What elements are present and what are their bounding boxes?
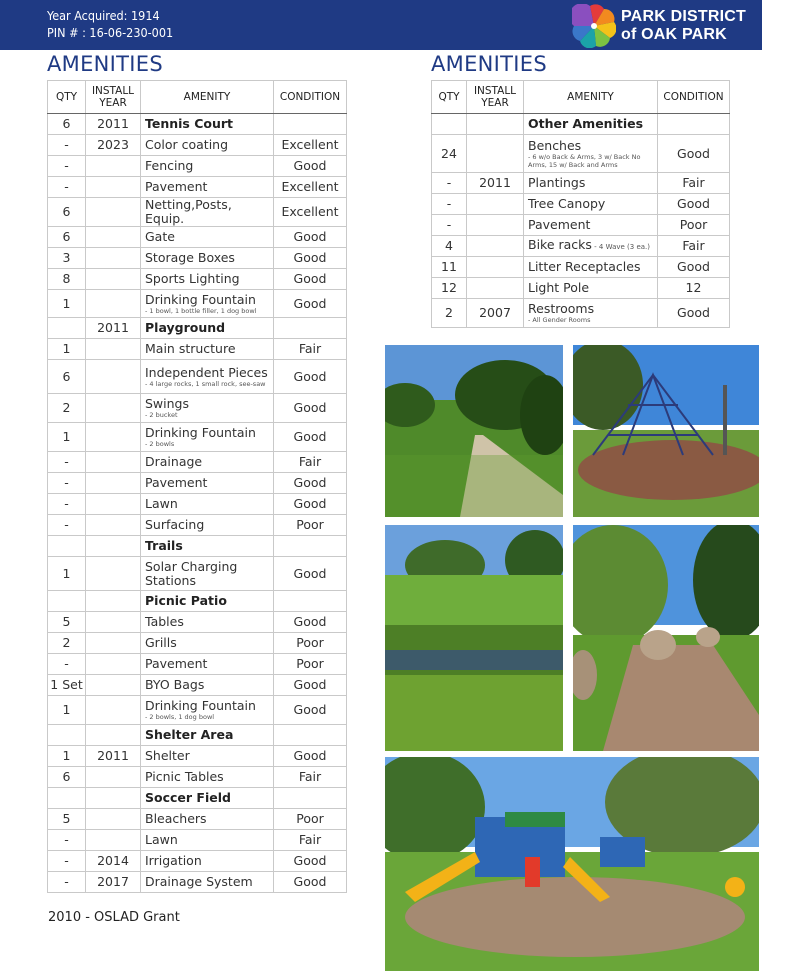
amenity-name: Tables xyxy=(145,614,184,629)
condition-cell: Good xyxy=(658,257,730,278)
amenity-name: Color coating xyxy=(145,137,229,152)
condition-cell: Good xyxy=(274,746,347,767)
amenity-detail: - All Gender Rooms xyxy=(528,316,591,324)
col-install-year: INSTALL YEAR xyxy=(467,81,524,114)
col-qty: QTY xyxy=(432,81,467,114)
amenity-name: Drinking Fountain xyxy=(145,698,256,713)
amenity-detail: - 2 bucket xyxy=(145,411,178,419)
table-row xyxy=(48,473,347,494)
amenity-cell xyxy=(141,394,274,423)
pinwheel-logo-icon xyxy=(572,4,616,48)
amenity-cell xyxy=(141,696,274,725)
qty-cell: - xyxy=(432,215,467,236)
install-year-cell xyxy=(86,788,141,809)
condition-cell: Fair xyxy=(274,339,347,360)
condition-cell: Good xyxy=(274,227,347,248)
qty-cell: 6 xyxy=(48,114,86,135)
qty-cell: 6 xyxy=(48,227,86,248)
condition-cell: Good xyxy=(274,612,347,633)
qty-cell: 6 xyxy=(48,198,86,227)
qty-cell: - xyxy=(48,830,86,851)
amenity-name: Fencing xyxy=(145,158,194,173)
condition-cell: Good xyxy=(274,557,347,591)
qty-cell: 11 xyxy=(432,257,467,278)
qty-cell: 12 xyxy=(432,278,467,299)
amenity-name: Bike racks xyxy=(528,237,592,252)
amenity-name: Picnic Tables xyxy=(145,769,224,784)
amenities-table-left xyxy=(47,80,347,893)
photo-rocks-path xyxy=(573,525,759,751)
install-year-cell: 2011 xyxy=(467,173,524,194)
install-year-cell xyxy=(86,515,141,536)
pin-number: PIN # : 16-06-230-001 xyxy=(47,25,174,40)
table-row xyxy=(48,177,347,198)
condition-cell: Good xyxy=(658,299,730,328)
section-heading xyxy=(141,114,274,135)
install-year-cell: 2011 xyxy=(86,746,141,767)
amenity-cell xyxy=(141,633,274,654)
qty-cell: 5 xyxy=(48,612,86,633)
col-condition: CONDITION xyxy=(274,81,347,114)
table-row xyxy=(48,654,347,675)
amenity-detail: - 1 bowl, 1 bottle filler, 1 dog bowl xyxy=(145,306,257,315)
amenity-cell xyxy=(141,851,274,872)
condition-cell: Good xyxy=(274,675,347,696)
install-year-cell: 2011 xyxy=(86,318,141,339)
table-section-row xyxy=(432,114,730,135)
park-info xyxy=(47,7,173,41)
amenity-cell xyxy=(524,236,658,257)
qty-cell xyxy=(48,536,86,557)
amenity-name: Surfacing xyxy=(145,517,205,532)
table-row xyxy=(432,299,730,328)
condition-cell: Fair xyxy=(274,452,347,473)
amenity-name: Drainage System xyxy=(145,874,253,889)
table-row xyxy=(48,809,347,830)
install-year-cell xyxy=(86,227,141,248)
amenity-cell xyxy=(141,767,274,788)
amenity-cell xyxy=(141,473,274,494)
install-year-cell: 2017 xyxy=(86,872,141,893)
amenity-cell xyxy=(141,872,274,893)
photo-park-path xyxy=(385,345,563,517)
table-row xyxy=(48,248,347,269)
qty-cell: 1 xyxy=(48,290,86,318)
amenity-name: Netting,Posts, Equip. xyxy=(145,197,232,226)
condition-cell: Good xyxy=(274,156,347,177)
amenity-cell xyxy=(141,360,274,394)
table-row xyxy=(48,515,347,536)
install-year-cell xyxy=(86,633,141,654)
condition-cell xyxy=(274,318,347,339)
table-section-row xyxy=(48,788,347,809)
table-row xyxy=(48,135,347,156)
col-amenity: AMENITY xyxy=(524,81,658,114)
amenity-cell xyxy=(141,135,274,156)
install-year-cell xyxy=(86,830,141,851)
amenity-cell xyxy=(524,215,658,236)
table-row xyxy=(48,696,347,725)
amenity-name: Grills xyxy=(145,635,177,650)
amenity-name: Sports Lighting xyxy=(145,271,240,286)
section-heading xyxy=(141,725,274,746)
table-row xyxy=(432,194,730,215)
col-condition: CONDITION xyxy=(658,81,730,114)
condition-cell: Good xyxy=(274,360,347,394)
install-year-cell xyxy=(86,767,141,788)
amenity-cell xyxy=(141,809,274,830)
qty-cell: - xyxy=(48,515,86,536)
section-heading xyxy=(141,788,274,809)
photo-climbing-structure xyxy=(573,345,759,517)
condition-cell: Good xyxy=(274,851,347,872)
install-year-cell: 2014 xyxy=(86,851,141,872)
qty-cell: - xyxy=(48,156,86,177)
section-heading xyxy=(141,318,274,339)
qty-cell: 2 xyxy=(432,299,467,328)
amenity-cell xyxy=(141,339,274,360)
install-year-cell xyxy=(86,696,141,725)
amenity-name: Shelter Area xyxy=(145,727,234,742)
amenity-name: Soccer Field xyxy=(145,790,231,805)
table-header-row xyxy=(432,81,730,114)
condition-cell: Fair xyxy=(658,173,730,194)
amenity-name: Gate xyxy=(145,229,175,244)
amenity-cell xyxy=(141,675,274,696)
section-heading xyxy=(141,536,274,557)
table-section-row xyxy=(48,536,347,557)
qty-cell: 2 xyxy=(48,633,86,654)
amenity-cell xyxy=(141,290,274,318)
amenity-name: Tennis Court xyxy=(145,116,234,131)
header-banner xyxy=(0,0,762,50)
table-section-row xyxy=(48,591,347,612)
amenity-cell xyxy=(524,173,658,194)
table-row xyxy=(48,746,347,767)
table-row xyxy=(48,851,347,872)
table-row xyxy=(48,830,347,851)
condition-cell xyxy=(274,536,347,557)
amenities-table-right xyxy=(431,80,730,328)
install-year-cell xyxy=(86,156,141,177)
amenity-name: BYO Bags xyxy=(145,677,205,692)
table-row xyxy=(432,257,730,278)
amenity-name: Litter Receptacles xyxy=(528,259,641,274)
install-year-cell xyxy=(86,591,141,612)
condition-cell: Poor xyxy=(274,654,347,675)
install-year-cell xyxy=(86,675,141,696)
amenity-cell xyxy=(141,177,274,198)
qty-cell: - xyxy=(48,872,86,893)
install-year-cell xyxy=(86,269,141,290)
amenity-cell xyxy=(141,227,274,248)
amenity-cell xyxy=(141,494,274,515)
amenity-cell xyxy=(141,830,274,851)
condition-cell: Good xyxy=(274,290,347,318)
condition-cell: Excellent xyxy=(274,177,347,198)
qty-cell xyxy=(48,788,86,809)
amenity-name: Swings xyxy=(145,396,190,411)
qty-cell: 4 xyxy=(432,236,467,257)
amenity-cell xyxy=(141,746,274,767)
condition-cell: Good xyxy=(274,394,347,423)
amenity-name: Independent Pieces xyxy=(145,364,268,380)
install-year-cell xyxy=(467,135,524,173)
qty-cell: 1 xyxy=(48,746,86,767)
amenity-cell xyxy=(141,269,274,290)
table-row xyxy=(48,675,347,696)
table-row xyxy=(432,236,730,257)
table-row xyxy=(48,339,347,360)
amenity-detail: - 6 w/o Back & Arms, 3 w/ Back No Arms, 15 w/ Back and Arms xyxy=(528,152,641,169)
qty-cell: - xyxy=(432,173,467,194)
condition-cell: Good xyxy=(658,135,730,173)
install-year-cell xyxy=(86,452,141,473)
qty-cell: 1 Set xyxy=(48,675,86,696)
amenity-detail: - 4 large rocks, 1 small rock, see-saw xyxy=(145,379,266,388)
amenity-cell xyxy=(524,257,658,278)
table-row xyxy=(48,872,347,893)
table-row xyxy=(48,557,347,591)
qty-cell: - xyxy=(48,851,86,872)
year-acquired: Year Acquired: 1914 xyxy=(47,8,160,23)
amenity-cell xyxy=(141,423,274,452)
condition-cell: Poor xyxy=(274,809,347,830)
condition-cell xyxy=(274,788,347,809)
qty-cell xyxy=(432,114,467,135)
table-row xyxy=(48,494,347,515)
amenity-name: Solar Charging Stations xyxy=(145,558,238,588)
photo-playground xyxy=(385,757,759,971)
table-section-row xyxy=(48,318,347,339)
install-year-cell xyxy=(467,114,524,135)
amenity-cell xyxy=(141,198,274,227)
qty-cell: 1 xyxy=(48,339,86,360)
amenity-name: Playground xyxy=(145,320,226,335)
qty-cell xyxy=(48,725,86,746)
qty-cell: - xyxy=(48,654,86,675)
table-row xyxy=(48,633,347,654)
install-year-cell xyxy=(86,394,141,423)
condition-cell: 12 xyxy=(658,278,730,299)
condition-cell: Poor xyxy=(658,215,730,236)
table-section-row xyxy=(48,725,347,746)
right-amenities-title: AMENITIES xyxy=(431,52,547,76)
section-heading xyxy=(141,591,274,612)
condition-cell xyxy=(274,591,347,612)
qty-cell: - xyxy=(48,135,86,156)
amenity-name: Drinking Fountain xyxy=(145,425,256,440)
condition-cell: Good xyxy=(658,194,730,215)
qty-cell xyxy=(48,591,86,612)
amenity-name: Lawn xyxy=(145,496,178,511)
install-year-cell xyxy=(86,557,141,591)
table-row xyxy=(48,290,347,318)
install-year-cell xyxy=(86,725,141,746)
amenity-cell xyxy=(141,248,274,269)
condition-cell: Fair xyxy=(658,236,730,257)
install-year-cell xyxy=(86,473,141,494)
amenity-cell xyxy=(524,278,658,299)
qty-cell xyxy=(48,318,86,339)
amenity-name: Pavement xyxy=(528,217,591,232)
install-year-cell: 2007 xyxy=(467,299,524,328)
table-row xyxy=(48,612,347,633)
qty-cell: 8 xyxy=(48,269,86,290)
qty-cell: - xyxy=(432,194,467,215)
table-row xyxy=(432,278,730,299)
qty-cell: 2 xyxy=(48,394,86,423)
condition-cell: Good xyxy=(274,494,347,515)
qty-cell: 5 xyxy=(48,809,86,830)
table-row xyxy=(432,135,730,173)
condition-cell: Fair xyxy=(274,767,347,788)
park-district-logo xyxy=(572,4,757,48)
condition-cell: Excellent xyxy=(274,198,347,227)
table-row xyxy=(432,173,730,194)
condition-cell: Good xyxy=(274,423,347,452)
install-year-cell xyxy=(86,290,141,318)
amenity-cell xyxy=(524,299,658,328)
qty-cell: 3 xyxy=(48,248,86,269)
amenity-name: Lawn xyxy=(145,832,178,847)
amenity-name: Drainage xyxy=(145,454,203,469)
amenity-name: Drinking Fountain xyxy=(145,291,256,307)
amenity-name: Benches xyxy=(528,137,582,153)
condition-cell: Good xyxy=(274,473,347,494)
install-year-cell xyxy=(467,278,524,299)
qty-cell: 1 xyxy=(48,557,86,591)
amenity-name: Restrooms xyxy=(528,301,595,316)
install-year-cell xyxy=(86,423,141,452)
amenity-name: Trails xyxy=(145,538,183,553)
install-year-cell xyxy=(467,236,524,257)
install-year-cell xyxy=(86,360,141,394)
condition-cell xyxy=(658,114,730,135)
grant-note: 2010 - OSLAD Grant xyxy=(48,910,180,925)
condition-cell: Fair xyxy=(274,830,347,851)
amenity-detail: - 2 bowls, 1 dog bowl xyxy=(145,713,215,721)
table-row xyxy=(48,156,347,177)
qty-cell: 1 xyxy=(48,696,86,725)
condition-cell: Good xyxy=(274,248,347,269)
amenity-detail: - 2 bowls xyxy=(145,440,175,448)
table-row xyxy=(48,394,347,423)
qty-cell: - xyxy=(48,494,86,515)
install-year-cell xyxy=(86,248,141,269)
qty-cell: 24 xyxy=(432,135,467,173)
amenity-name: Irrigation xyxy=(145,853,202,868)
table-row xyxy=(48,269,347,290)
install-year-cell: 2011 xyxy=(86,114,141,135)
table-section-row xyxy=(48,114,347,135)
install-year-cell xyxy=(467,215,524,236)
photo-pond-lawn xyxy=(385,525,563,751)
qty-cell: 6 xyxy=(48,767,86,788)
amenity-cell xyxy=(141,156,274,177)
amenity-name: Shelter xyxy=(145,748,190,763)
condition-cell: Poor xyxy=(274,633,347,654)
install-year-cell xyxy=(467,194,524,215)
install-year-cell xyxy=(86,809,141,830)
qty-cell: 1 xyxy=(48,423,86,452)
col-amenity: AMENITY xyxy=(141,81,274,114)
table-row xyxy=(432,215,730,236)
amenity-cell xyxy=(141,557,274,591)
install-year-cell xyxy=(86,177,141,198)
qty-cell: - xyxy=(48,177,86,198)
amenity-cell xyxy=(141,654,274,675)
condition-cell: Poor xyxy=(274,515,347,536)
amenity-name: Plantings xyxy=(528,175,586,190)
amenity-name: Pavement xyxy=(145,656,208,671)
amenity-name: Picnic Patio xyxy=(145,593,227,608)
amenity-name: Other Amenities xyxy=(528,116,644,131)
amenity-cell xyxy=(524,135,658,173)
install-year-cell xyxy=(86,198,141,227)
qty-cell: - xyxy=(48,473,86,494)
amenity-cell xyxy=(524,194,658,215)
left-amenities-title: AMENITIES xyxy=(47,52,163,76)
amenity-name: Tree Canopy xyxy=(528,196,606,211)
table-row xyxy=(48,767,347,788)
qty-cell: 6 xyxy=(48,360,86,394)
amenity-detail: - 4 Wave (3 ea.) xyxy=(591,243,650,251)
amenity-name: Main structure xyxy=(145,341,236,356)
table-header-row xyxy=(48,81,347,114)
table-row xyxy=(48,360,347,394)
table-row xyxy=(48,198,347,227)
install-year-cell xyxy=(86,494,141,515)
install-year-cell xyxy=(86,339,141,360)
section-heading xyxy=(524,114,658,135)
amenity-cell xyxy=(141,612,274,633)
condition-cell: Good xyxy=(274,872,347,893)
condition-cell xyxy=(274,725,347,746)
install-year-cell xyxy=(86,612,141,633)
amenity-name: Bleachers xyxy=(145,811,207,826)
amenity-name: Storage Boxes xyxy=(145,250,235,265)
install-year-cell xyxy=(86,654,141,675)
col-install-year: INSTALL YEAR xyxy=(86,81,141,114)
condition-cell: Excellent xyxy=(274,135,347,156)
amenity-name: Pavement xyxy=(145,179,208,194)
install-year-cell xyxy=(467,257,524,278)
condition-cell: Good xyxy=(274,696,347,725)
qty-cell: - xyxy=(48,452,86,473)
amenity-name: Pavement xyxy=(145,475,208,490)
install-year-cell: 2023 xyxy=(86,135,141,156)
table-row xyxy=(48,227,347,248)
table-row xyxy=(48,423,347,452)
logo-wordmark: PARK DISTRICT of OAK PARK xyxy=(621,8,746,43)
condition-cell xyxy=(274,114,347,135)
amenity-cell xyxy=(141,515,274,536)
install-year-cell xyxy=(86,536,141,557)
amenity-cell xyxy=(141,452,274,473)
table-row xyxy=(48,452,347,473)
col-qty: QTY xyxy=(48,81,86,114)
condition-cell: Good xyxy=(274,269,347,290)
amenity-name: Light Pole xyxy=(528,280,590,295)
